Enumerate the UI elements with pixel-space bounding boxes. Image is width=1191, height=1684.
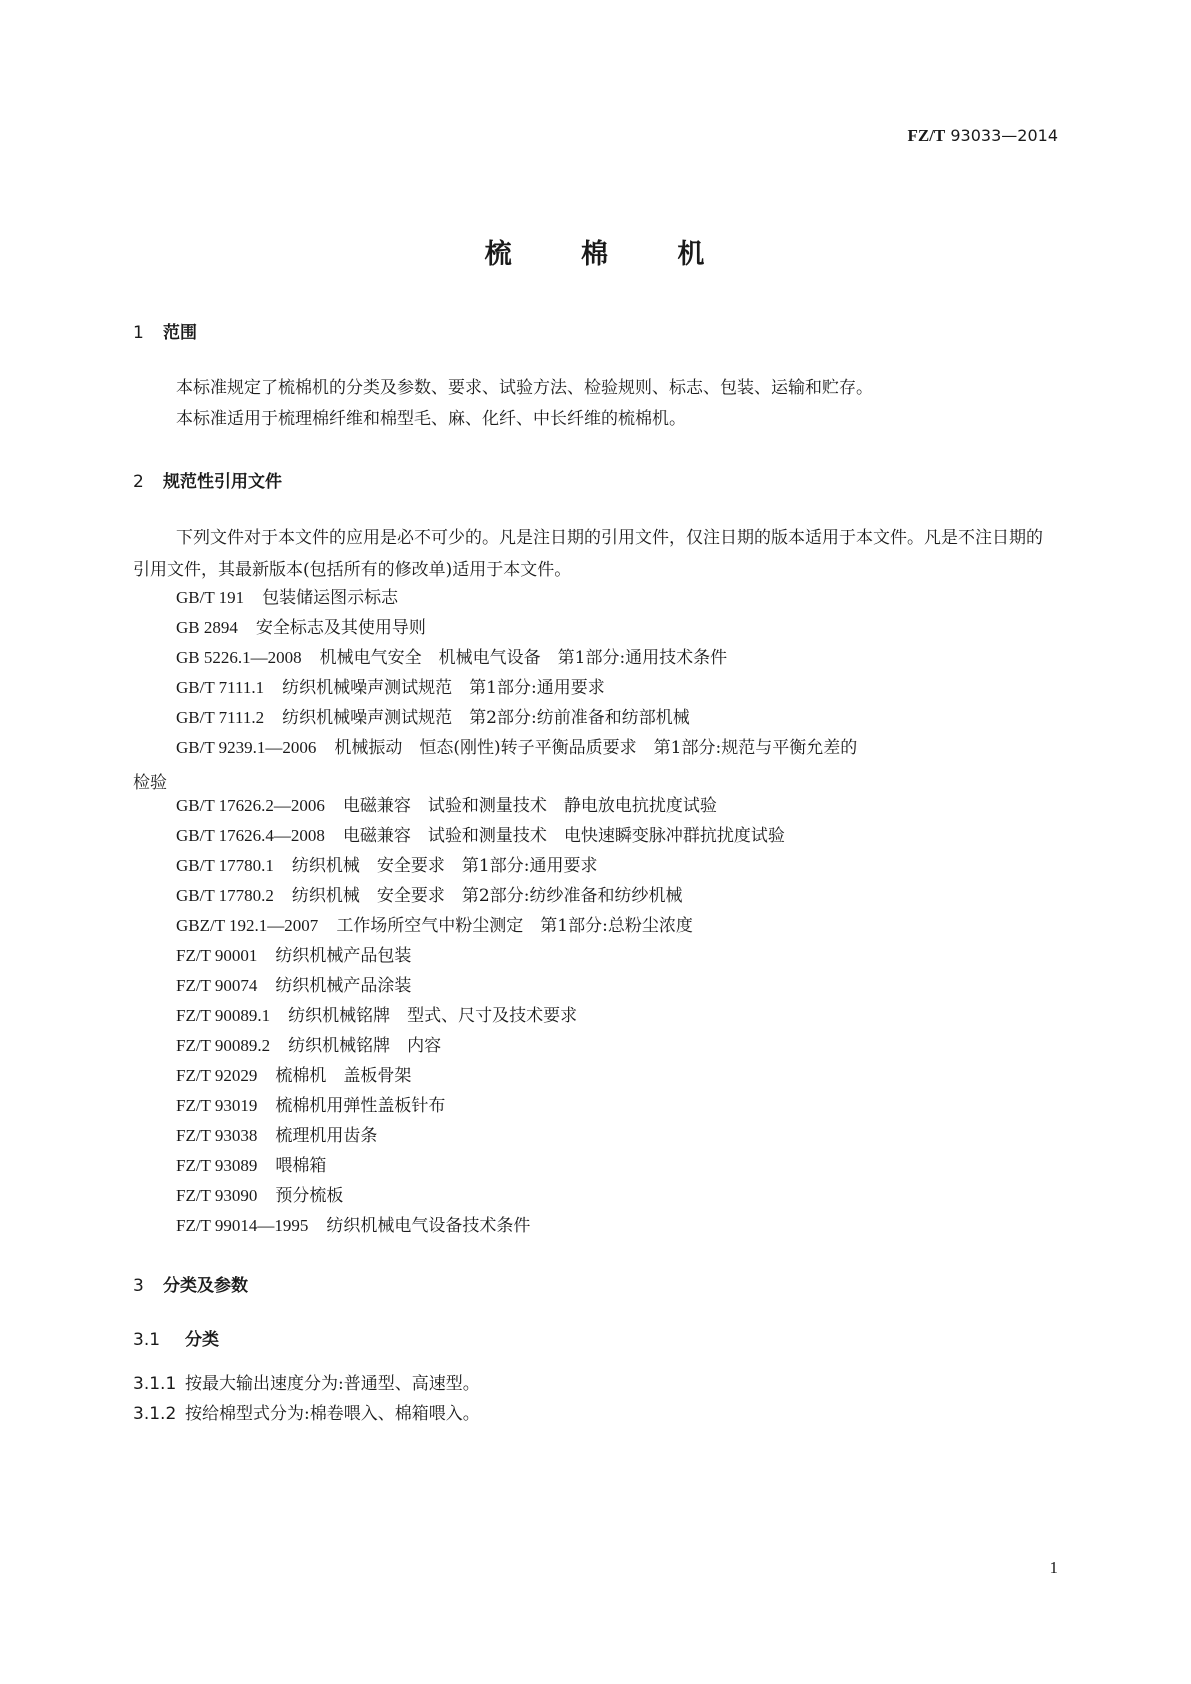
reference-item: FZ/T 93089 喂棉箱 <box>176 1156 327 1176</box>
page-number: 1 <box>1049 1558 1058 1577</box>
reference-item: GB/T 9239.1—2006 机械振动 恒态(刚性)转子平衡品质要求 第1部分:规范与平衡允差的 <box>176 738 858 758</box>
clause-item: 3.1.2 按给棉型式分为:棉卷喂入、棉箱喂入。 <box>133 1404 480 1424</box>
reference-item: GB 2894 安全标志及其使用导则 <box>176 618 426 638</box>
paragraph: 本标准适用于梳理棉纤维和棉型毛、麻、化纤、中长纤维的梳棉机。 <box>176 409 686 429</box>
reference-item: GB 5226.1—2008 机械电气安全 机械电气设备 第1部分:通用技术条件 <box>176 648 728 668</box>
reference-item: FZ/T 93019 梳棉机用弹性盖板针布 <box>176 1096 446 1116</box>
reference-item: GBZ/T 192.1—2007 工作场所空气中粉尘测定 第1部分:总粉尘浓度 <box>176 916 693 936</box>
clause-item: 3.1.1 按最大输出速度分为:普通型、高速型。 <box>133 1374 480 1394</box>
reference-item: FZ/T 90074 纺织机械产品涂装 <box>176 976 412 996</box>
reference-item: FZ/T 92029 梳棉机 盖板骨架 <box>176 1066 412 1086</box>
section-3-heading: 3 分类及参数 <box>133 1276 248 1296</box>
reference-item: FZ/T 93038 梳理机用齿条 <box>176 1126 378 1146</box>
reference-item: GB/T 17626.2—2006 电磁兼容 试验和测量技术 静电放电抗扰度试验 <box>176 796 717 816</box>
paragraph: 本标准规定了梳棉机的分类及参数、要求、试验方法、检验规则、标志、包装、运输和贮存。 <box>176 378 873 398</box>
reference-wrap-text: 检验 <box>133 773 167 793</box>
paragraph: 下列文件对于本文件的应用是必不可少的。凡是注日期的引用文件，仅注日期的版本适用于本文件。凡是不注日期的引用文件，其最新版本(包括所有的修改单)适用于本文件。 <box>133 528 1043 580</box>
document-title: 梳 棉 机 <box>484 239 735 270</box>
reference-item: FZ/T 90089.2 纺织机械铭牌 内容 <box>176 1036 442 1056</box>
reference-item: GB/T 7111.1 纺织机械噪声测试规范 第1部分:通用要求 <box>176 678 605 698</box>
reference-item: GB/T 191 包装储运图示标志 <box>176 588 399 608</box>
subsection-3-1-heading: 3.1 分类 <box>133 1330 219 1350</box>
section-2-heading: 2 规范性引用文件 <box>133 472 282 492</box>
reference-item: GB/T 17780.2 纺织机械 安全要求 第2部分:纺纱准备和纺纱机械 <box>176 886 683 906</box>
reference-item: FZ/T 90001 纺织机械产品包装 <box>176 946 412 966</box>
standard-code: FZ/T 93033—2014 <box>907 126 1058 145</box>
reference-item: FZ/T 90089.1 纺织机械铭牌 型式、尺寸及技术要求 <box>176 1006 578 1026</box>
reference-item: GB/T 17780.1 纺织机械 安全要求 第1部分:通用要求 <box>176 856 598 876</box>
section-1-heading: 1 范围 <box>133 323 197 343</box>
reference-item: GB/T 17626.4—2008 电磁兼容 试验和测量技术 电快速瞬变脉冲群抗扰度试验 <box>176 826 785 846</box>
reference-item: GB/T 7111.2 纺织机械噪声测试规范 第2部分:纺前准备和纺部机械 <box>176 708 690 728</box>
reference-item: FZ/T 93090 预分梳板 <box>176 1186 344 1206</box>
reference-item: FZ/T 99014—1995 纺织机械电气设备技术条件 <box>176 1216 531 1236</box>
